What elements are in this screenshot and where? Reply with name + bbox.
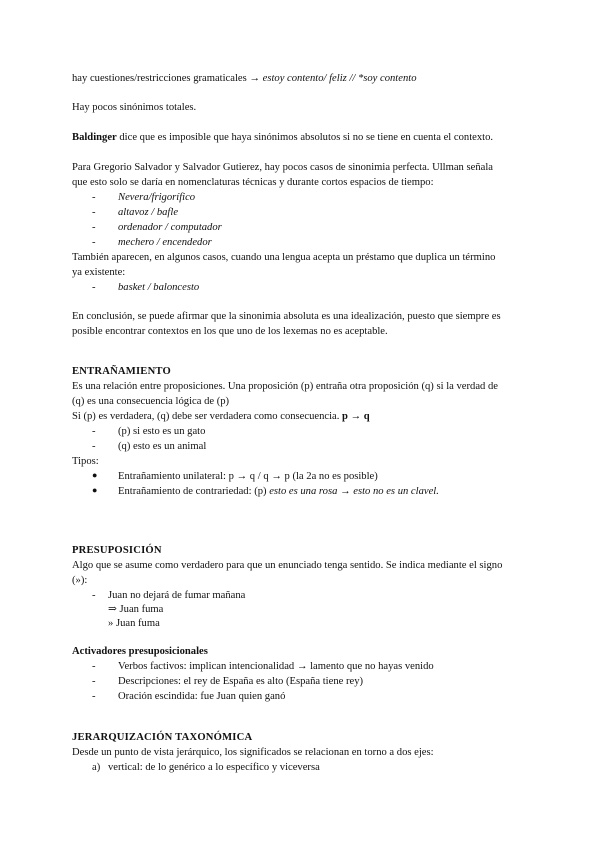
section-heading: ENTRAÑAMIENTO [72, 366, 171, 377]
formula: p → q [342, 411, 370, 422]
baldinger-paragraph [72, 131, 493, 144]
author-name: Baldinger [72, 132, 117, 143]
list-item: Juan no dejará de fumar mañana [108, 590, 246, 601]
paragraph-line: posible encontrar contextos en los que uno de los lexemas no es aceptable. [72, 326, 388, 337]
list-item: (p) si esto es un gato [118, 426, 206, 437]
section-heading: JERARQUIZACIÓN TAXONÓMICA [72, 732, 253, 743]
list-item: vertical: de lo genérico a lo específico y viceversa [108, 762, 320, 773]
paragraph-line: También aparecen, en algunos casos, cuando una lengua acepta un préstamo que duplica un término [72, 252, 496, 263]
subheading: Activadores presuposicionales [72, 646, 208, 657]
paragraph-line: que esto solo se daría en nomenclaturas técnicas y durante cortos espacios de tiempo: [72, 177, 434, 188]
text: Entrañamiento de contrariedad: (p) [118, 486, 270, 497]
arrow: → [337, 486, 354, 497]
list-item: » Juan fuma [108, 618, 160, 629]
list-item: Verbos factivos: implican intencionalidad → lamento que no hayas venido [118, 661, 434, 672]
list-item: Entrañamiento unilateral: p → q / q → p (la 2a no es posible) [118, 471, 378, 482]
list-dash: - [92, 192, 96, 203]
example-text: esto es una rosa [269, 486, 338, 497]
list-marker: a) [92, 762, 101, 773]
paragraph-line: Es una relación entre proposiciones. Una proposición (p) entraña otra proposición (q) si la verdad de [72, 381, 498, 392]
list-item: basket / baloncesto [118, 282, 200, 293]
list-item: Oración escindida: fue Juan quien ganó [118, 691, 286, 702]
paragraph-line: Para Gregorio Salvador y Salvador Gutierez, hay pocos casos de sinonimia perfecta. Ullman señala [72, 162, 493, 173]
example-text: esto no es un clavel. [353, 486, 439, 497]
list-item: Descripciones: el rey de España es alto (España tiene rey) [118, 676, 364, 687]
text: dice que es imposible que haya sinónimos absolutos si no se tiene en cuenta el contexto. [116, 132, 494, 143]
text: Si (p) es verdadera, (q) debe ser verdadera como consecuencia. [72, 411, 343, 422]
list-item: ⇒ Juan fuma [108, 604, 164, 615]
section-heading: PRESUPOSICIÓN [72, 545, 162, 556]
paragraph: Hay pocos sinónimos totales. [72, 102, 197, 113]
paragraph-line: Desde un punto de vista jerárquico, los significados se relacionan en torno a dos ejes: [72, 747, 434, 758]
paragraph-line: Algo que se asume como verdadero para que un enunciado tenga sentido. Se indica mediante el signo [72, 560, 503, 571]
label: Tipos: [72, 456, 99, 467]
grammar-restrictions-line [72, 72, 417, 85]
list-dash: - [92, 441, 96, 452]
list-item: (q) esto es un animal [118, 441, 207, 452]
paragraph-line: ya existente: [72, 267, 126, 278]
bullet: ● [92, 470, 98, 480]
list-item [118, 485, 439, 498]
bullet: ● [92, 485, 98, 495]
paragraph-line: En conclusión, se puede afirmar que la sinonimia absoluta es una idealización, puesto que siempre es [72, 311, 501, 322]
example-text: estoy contento/ feliz // *soy contento [262, 73, 417, 84]
paragraph-line: (»): [72, 575, 88, 586]
list-item: altavoz / bafle [118, 207, 179, 218]
list-dash: - [92, 207, 96, 218]
list-dash: - [92, 426, 96, 437]
text: hay cuestiones/restricciones gramaticales → [72, 73, 263, 84]
list-dash: - [92, 282, 96, 293]
list-dash: - [92, 661, 96, 672]
list-item: Nevera/frigorífico [118, 192, 196, 203]
list-item: ordenador / computador [118, 222, 222, 233]
list-dash: - [92, 676, 96, 687]
list-dash: - [92, 691, 96, 702]
list-dash: - [92, 237, 96, 248]
paragraph-line: (q) es una consecuencia lógica de (p) [72, 396, 230, 407]
list-item: mechero / encendedor [118, 237, 212, 248]
list-dash: - [92, 222, 96, 233]
list-dash: - [92, 590, 96, 601]
implication-line [72, 410, 370, 423]
